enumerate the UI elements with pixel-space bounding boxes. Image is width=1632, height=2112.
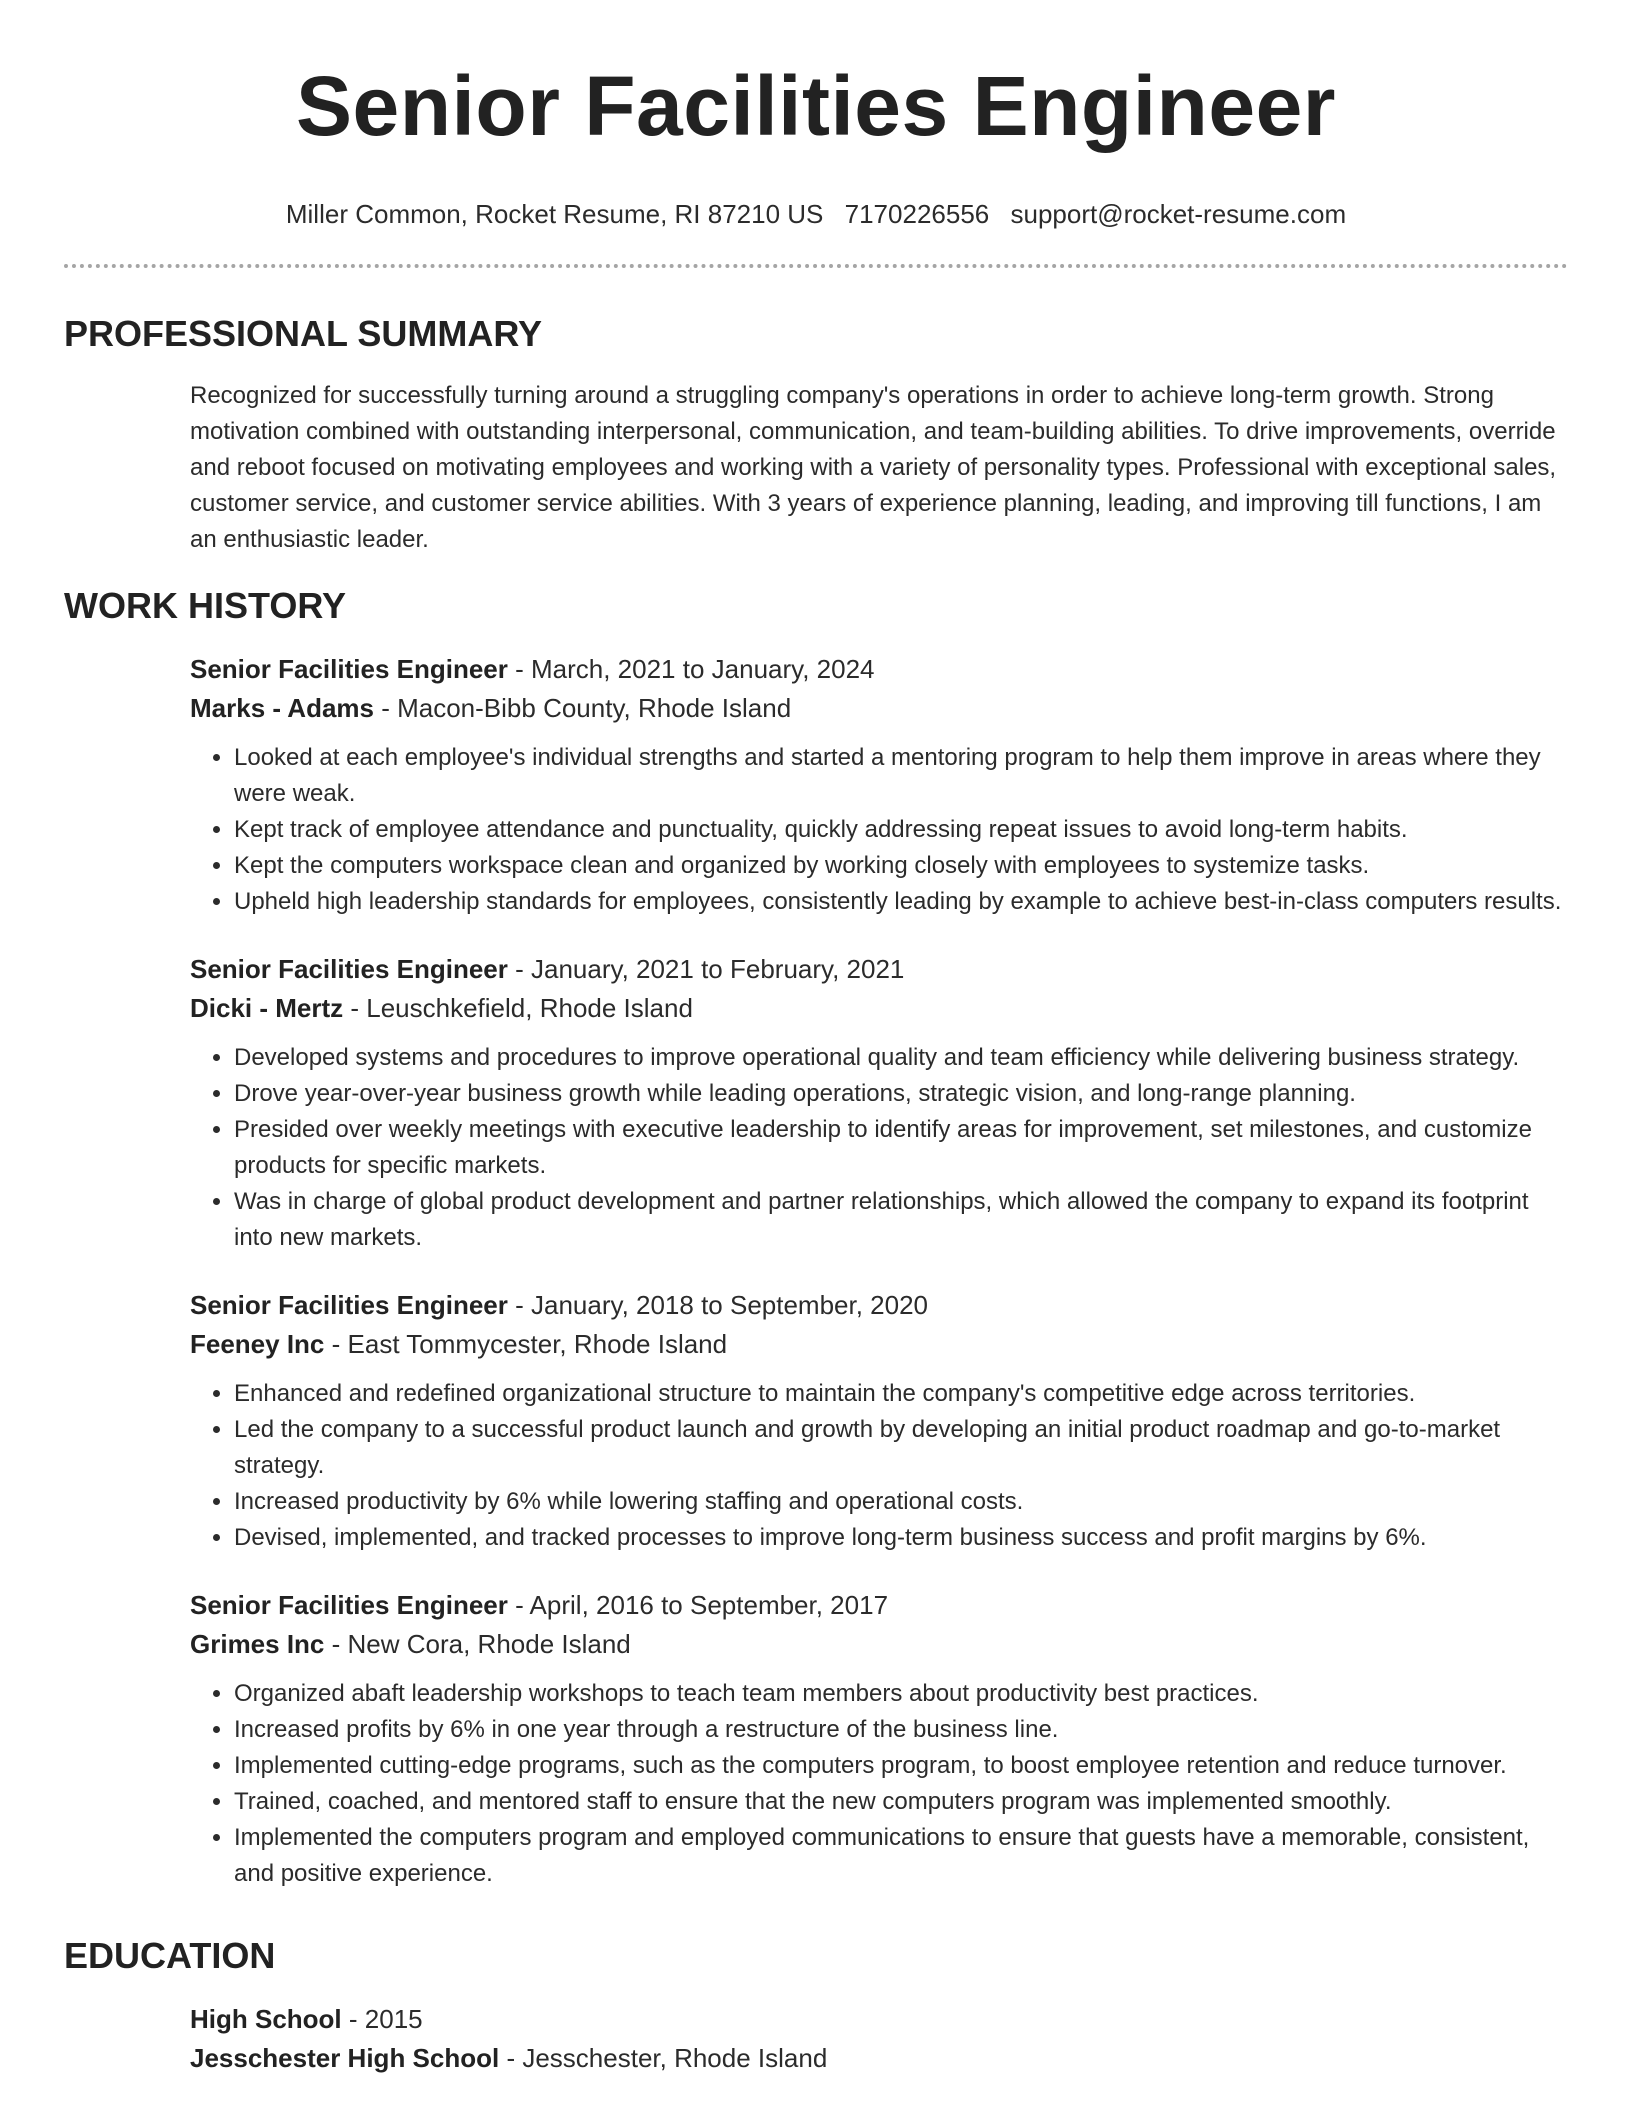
job-company-line xyxy=(190,989,1568,1028)
job-bullets xyxy=(190,1376,1568,1556)
job-dates: - March, 2021 to January, 2024 xyxy=(507,654,875,684)
job-role: Senior Facilities Engineer xyxy=(190,654,508,684)
contact-line xyxy=(64,198,1568,230)
education-school-line xyxy=(190,2039,1568,2078)
job-dates: - April, 2016 to September, 2017 xyxy=(507,1590,889,1620)
job-dates: - January, 2021 to February, 2021 xyxy=(507,954,905,984)
job-bullet: • Upheld high leadership standards for employees, consistently leading by example to achieve best-in-class computers results. xyxy=(234,884,1568,920)
job-company: Marks - Adams xyxy=(190,693,374,723)
header-divider xyxy=(64,264,1568,268)
job-dates: - January, 2018 to September, 2020 xyxy=(507,1290,929,1320)
job-bullet: • Kept track of employee attendance and punctuality, quickly addressing repeat issues to avoid long-term habits. xyxy=(234,812,1568,848)
job-location: - New Cora, Rhode Island xyxy=(324,1629,631,1659)
job-location: - Macon-Bibb County, Rhode Island xyxy=(374,693,792,723)
job-bullet: • Organized abaft leadership workshops to teach team members about productivity best practices. xyxy=(234,1676,1568,1712)
education-year: - 2015 xyxy=(341,2004,423,2034)
education-degree: High School xyxy=(190,2004,342,2034)
job-bullet: • Implemented the computers program and employed communications to ensure that guests have a memorable, consistent, and positive experience. xyxy=(234,1820,1568,1892)
job-bullet: • Trained, coached, and mentored staff to ensure that the new computers program was implemented smoothly. xyxy=(234,1784,1568,1820)
job-entry xyxy=(190,950,1568,1256)
job-bullet: • Developed systems and procedures to improve operational quality and team efficiency while delivering business strategy. xyxy=(234,1040,1568,1076)
job-bullet: • Kept the computers workspace clean and organized by working closely with employees to systemize tasks. xyxy=(234,848,1568,884)
job-bullet: • Increased profits by 6% in one year through a restructure of the business line. xyxy=(234,1712,1568,1748)
job-role: Senior Facilities Engineer xyxy=(190,1290,508,1320)
contact-address: Miller Common, Rocket Resume, RI 87210 US xyxy=(285,199,824,229)
summary-heading: PROFESSIONAL SUMMARY xyxy=(64,313,543,354)
job-title-line xyxy=(190,950,1568,989)
job-entry xyxy=(190,1586,1568,1892)
job-title-line xyxy=(190,650,1568,689)
job-company: Grimes Inc xyxy=(190,1629,325,1659)
contact-email: support@rocket-resume.com xyxy=(1010,199,1347,229)
job-location: - East Tommycester, Rhode Island xyxy=(324,1329,728,1359)
job-bullets xyxy=(190,1040,1568,1256)
job-company-line xyxy=(190,689,1568,728)
education-heading: EDUCATION xyxy=(64,1935,276,1976)
job-entry xyxy=(190,1286,1568,1556)
summary-text: Recognized for successfully turning around a struggling company's operations in order to achieve long-term growth. Strong motivation combined with outstanding interpersonal, communication, and team-building abilities. To drive improvements, override and reboot focused on motivating employees and working with a variety of personality types. Professional with exceptional sales, customer service, and customer service abilities. With 3 years of experience planning, leading, and improving till functions, I am an enthusiastic leader. xyxy=(190,382,1557,553)
education-degree-line xyxy=(190,2000,1568,2039)
job-bullet: • Led the company to a successful product launch and growth by developing an initial product roadmap and go-to-market strategy. xyxy=(234,1412,1568,1484)
job-bullet: • Increased productivity by 6% while lowering staffing and operational costs. xyxy=(234,1484,1568,1520)
education-location: - Jesschester, Rhode Island xyxy=(499,2043,828,2073)
job-bullet: • Was in charge of global product development and partner relationships, which allowed the company to expand its footprint into new markets. xyxy=(234,1184,1568,1256)
job-bullet: • Drove year-over-year business growth while leading operations, strategic vision, and long-range planning. xyxy=(234,1076,1568,1112)
job-company: Feeney Inc xyxy=(190,1329,325,1359)
work-history-heading: WORK HISTORY xyxy=(64,585,347,626)
contact-phone: 7170226556 xyxy=(844,199,990,229)
job-company-line xyxy=(190,1625,1568,1664)
job-bullet: • Looked at each employee's individual strengths and started a mentoring program to help them improve in areas where they were weak. xyxy=(234,740,1568,812)
job-location: - Leuschkefield, Rhode Island xyxy=(343,993,693,1023)
job-role: Senior Facilities Engineer xyxy=(190,954,508,984)
job-entry xyxy=(190,650,1568,920)
job-role: Senior Facilities Engineer xyxy=(190,1590,508,1620)
job-title-line xyxy=(190,1286,1568,1325)
job-title-line xyxy=(190,1586,1568,1625)
job-bullet: • Devised, implemented, and tracked processes to improve long-term business success and profit margins by 6%. xyxy=(234,1520,1568,1556)
job-company: Dicki - Mertz xyxy=(190,993,344,1023)
education-school: Jesschester High School xyxy=(190,2043,500,2073)
job-bullets xyxy=(190,740,1568,920)
job-company-line xyxy=(190,1325,1568,1364)
job-bullet: • Presided over weekly meetings with executive leadership to identify areas for improvement, set milestones, and customize products for specific markets. xyxy=(234,1112,1568,1184)
resume-name: Senior Facilities Engineer xyxy=(296,59,1336,153)
job-bullets xyxy=(190,1676,1568,1892)
job-bullet: • Enhanced and redefined organizational structure to maintain the company's competitive edge across territories. xyxy=(234,1376,1568,1412)
job-bullet: • Implemented cutting-edge programs, such as the computers program, to boost employee retention and reduce turnover. xyxy=(234,1748,1568,1784)
education-entry xyxy=(190,2000,1568,2078)
